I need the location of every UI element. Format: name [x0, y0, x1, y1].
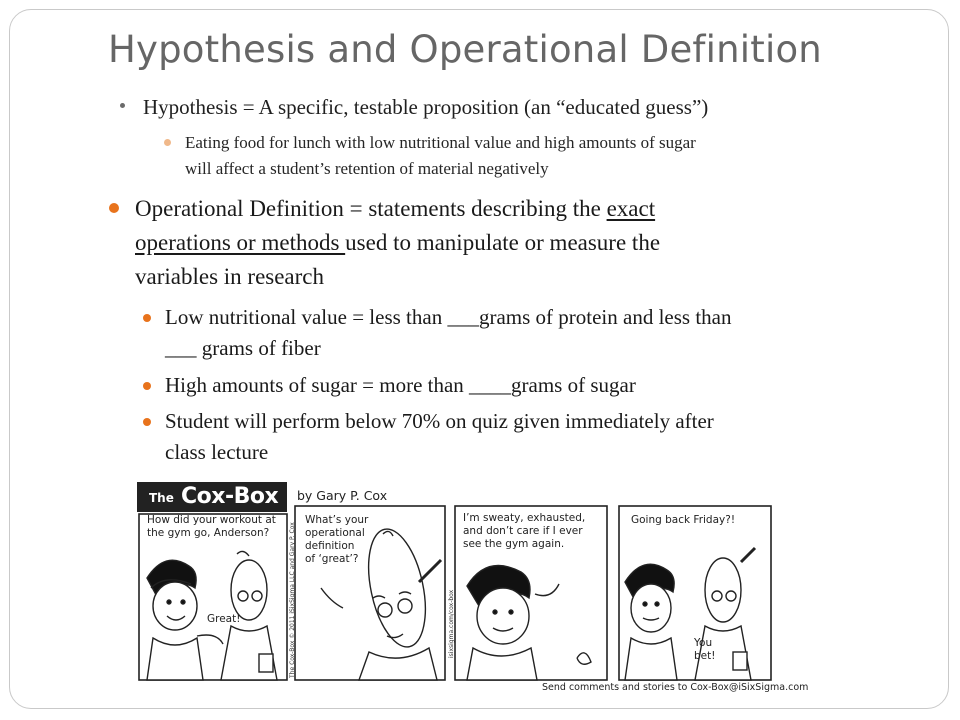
comic-site: isixsigma.com/cox-box: [448, 589, 455, 658]
hypothesis-text: Hypothesis = A specific, testable proposition (an “educated guess”): [143, 95, 709, 119]
comic-byline: by Gary P. Cox: [297, 488, 388, 503]
operational-line2: [135, 226, 895, 260]
item-nutrition-line2: ___ grams of fiber: [165, 336, 321, 360]
item-sugar: [165, 370, 636, 401]
comic-logo-the: The: [149, 491, 174, 505]
hypothesis-sub-bullet: [164, 139, 171, 146]
comic-credit: Send comments and stories to Cox-Box@iSixSigma.com: [542, 682, 809, 693]
slide-title: Hypothesis and Operational Definition: [108, 28, 822, 71]
panel-1-bubble: How did your workout at the gym go, Anderson?: [147, 514, 276, 539]
comic-logo-name: Cox-Box: [181, 484, 279, 509]
hypothesis-example: [185, 130, 696, 182]
panel-2-bubble: What’s your operational definition of ‘great’?: [305, 514, 369, 565]
panel-3-bubble: I’m sweaty, exhausted, and don’t care if I ever see the gym again.: [463, 512, 586, 550]
item-nutrition: [165, 302, 731, 364]
operational-emphasis-methods: operations or methods: [135, 230, 346, 255]
panel-4-bubble: Going back Friday?!: [631, 514, 736, 526]
operational-line2-text: used to manipulate or measure the: [345, 230, 661, 255]
operational-line1: [135, 192, 895, 226]
comic-logo: [137, 482, 287, 512]
panel-4-characters: [625, 548, 755, 680]
operational-line3: variables in research: [135, 264, 325, 289]
panel-4-reply: You bet!: [694, 637, 716, 662]
comic-strip: [137, 478, 809, 696]
item-quiz-line1: Student will perform below 70% on quiz given immediately after: [165, 409, 714, 433]
operational-definition: [135, 192, 895, 294]
sub-bullet-quiz: [143, 418, 151, 426]
hypothesis-bullet: [120, 103, 125, 108]
sub-bullet-sugar: [143, 382, 151, 390]
sub-bullet-nutrition: [143, 314, 151, 322]
operational-bullet: [109, 203, 119, 213]
operational-emphasis-exact: exact: [606, 196, 656, 221]
panel-1-reply: Great!: [207, 613, 241, 625]
item-nutrition-line1: Low nutritional value = less than ___grams of protein and less than: [165, 305, 732, 329]
panel-3-character: [467, 566, 591, 680]
operational-line1-text: Operational Definition = statements describing the: [135, 196, 607, 221]
hypothesis-example-line2: will affect a student’s retention of material negatively: [185, 159, 549, 178]
item-quiz-line2: class lecture: [165, 440, 269, 464]
comic-copyright: The Cox-Box © 2011 iSixSigma LLC and Gary P. Cox: [289, 522, 296, 678]
item-sugar-line1: High amounts of sugar = more than ____grams of sugar: [165, 373, 636, 397]
hypothesis-example-line1: Eating food for lunch with low nutritional value and high amounts of sugar: [185, 133, 696, 152]
item-quiz: [165, 406, 714, 468]
